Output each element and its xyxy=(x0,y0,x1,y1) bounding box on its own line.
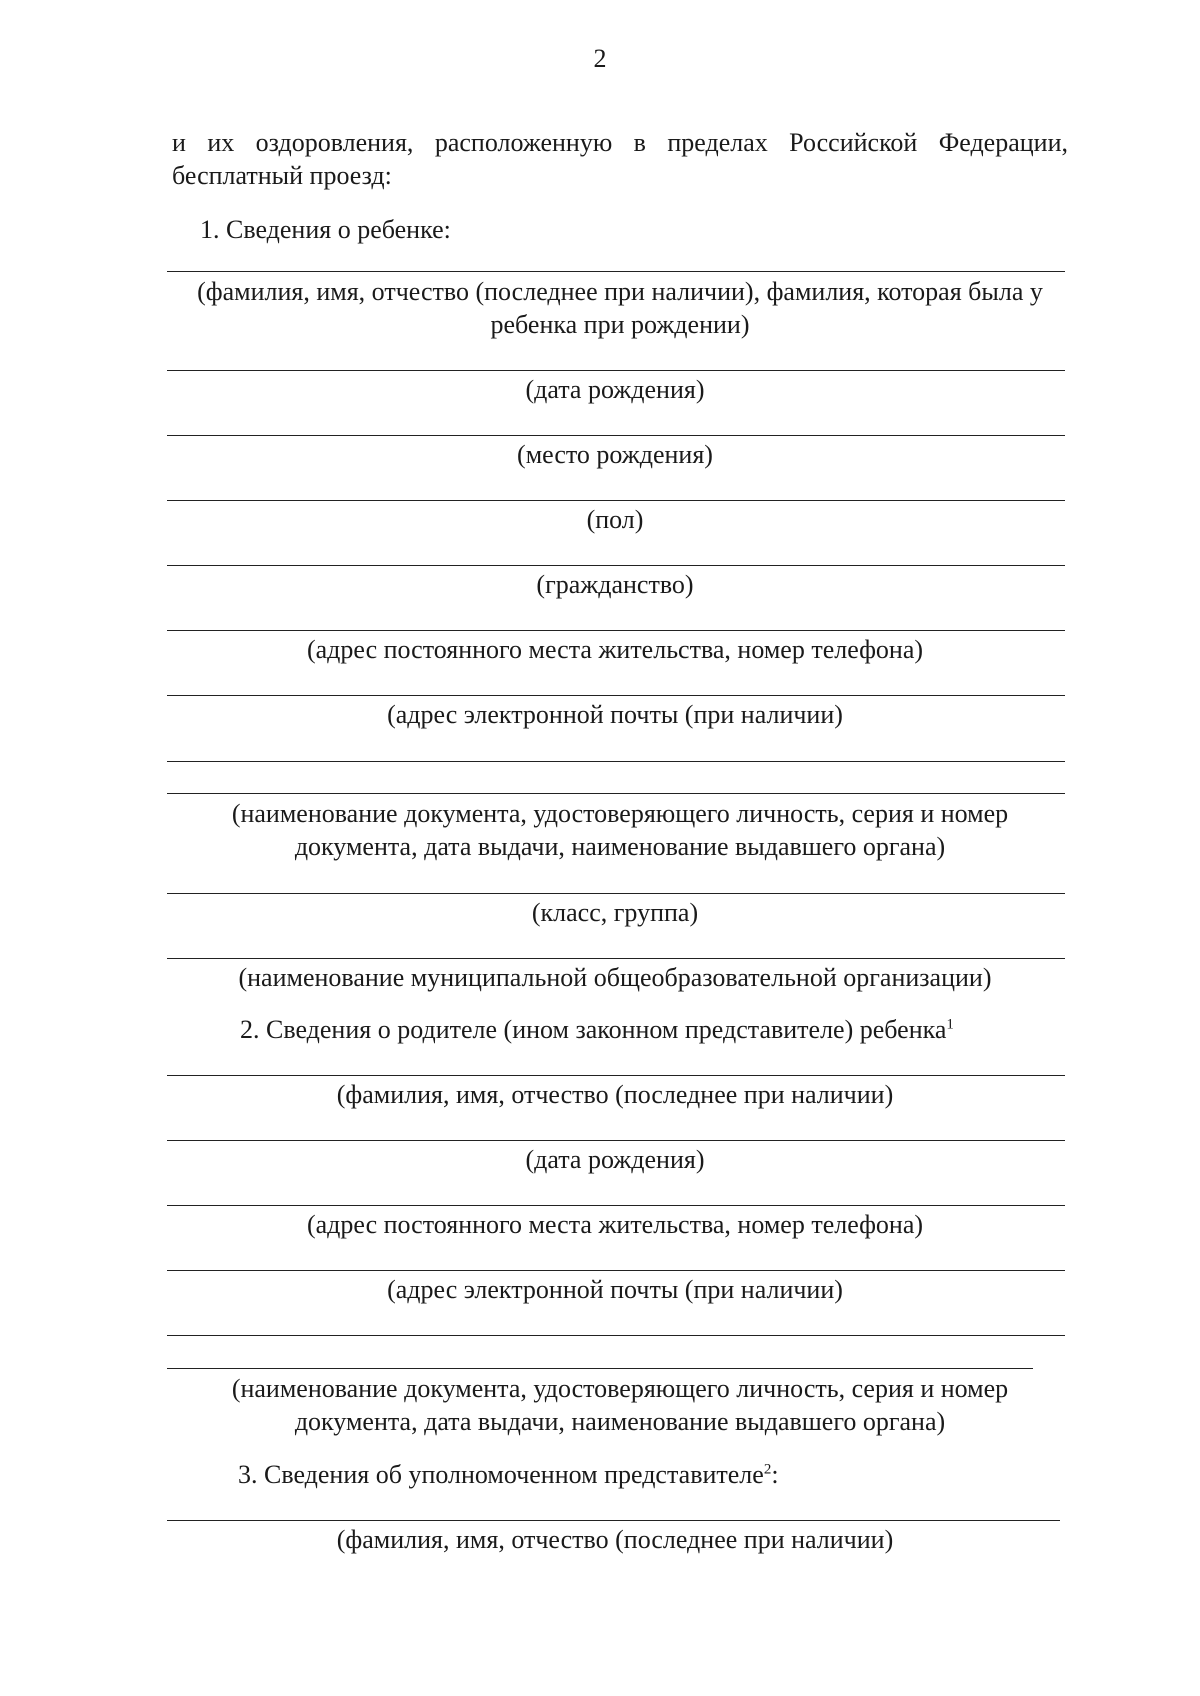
child-birthdate-line[interactable] xyxy=(167,370,1065,371)
child-address-line[interactable] xyxy=(167,630,1065,631)
child-email-caption: (адрес электронной почты (при наличии) xyxy=(387,700,843,729)
child-birthplace-line[interactable] xyxy=(167,435,1065,436)
parent-email-caption: (адрес электронной почты (при наличии) xyxy=(387,1275,843,1304)
parent-address-caption: (адрес постоянного места жительства, номер телефона) xyxy=(306,1210,924,1239)
section-3-heading xyxy=(238,1458,779,1491)
representative-fullname-caption: (фамилия, имя, отчество (последнее при наличии) xyxy=(336,1525,894,1554)
child-email-line[interactable] xyxy=(167,695,1065,696)
section-2-heading xyxy=(240,1013,954,1046)
representative-fullname-line[interactable] xyxy=(167,1520,1060,1521)
child-document-line-1[interactable] xyxy=(167,761,1065,762)
child-school-line[interactable] xyxy=(167,958,1065,959)
section-3-heading-text: 3. Сведения об уполномоченном представителе xyxy=(238,1460,764,1489)
child-document-line-2[interactable] xyxy=(167,793,1065,794)
child-fullname-line[interactable] xyxy=(167,271,1065,272)
parent-document-caption: (наименование документа, удостоверяющего личность, серия и номер документа, дата выдачи, наименование выдавшего органа) xyxy=(231,1374,1009,1436)
child-citizenship-line[interactable] xyxy=(167,565,1065,566)
parent-document-line-2[interactable] xyxy=(167,1368,1033,1369)
child-class-line[interactable] xyxy=(167,893,1065,894)
parent-email-line[interactable] xyxy=(167,1270,1065,1271)
child-birthplace-caption: (место рождения) xyxy=(517,440,713,469)
parent-document-line-1[interactable] xyxy=(167,1335,1065,1336)
intro-text-line-2: бесплатный проезд: xyxy=(172,161,392,190)
intro-text-line-1: и их оздоровления, расположенную в пределах Российской Федерации, xyxy=(172,128,1068,157)
parent-birthdate-line[interactable] xyxy=(167,1140,1065,1141)
child-school-caption: (наименование муниципальной общеобразовательной организации) xyxy=(238,963,992,992)
parent-fullname-caption: (фамилия, имя, отчество (последнее при наличии) xyxy=(336,1080,894,1109)
section-1-heading: 1. Сведения о ребенке: xyxy=(200,215,451,244)
parent-address-line[interactable] xyxy=(167,1205,1065,1206)
child-birthdate-caption: (дата рождения) xyxy=(525,375,705,404)
section-3-heading-suffix: : xyxy=(771,1460,779,1489)
parent-birthdate-caption: (дата рождения) xyxy=(525,1145,705,1174)
footnote-mark-2: 2 xyxy=(763,1461,772,1478)
child-sex-caption: (пол) xyxy=(586,505,644,534)
child-citizenship-caption: (гражданство) xyxy=(536,570,694,599)
child-address-caption: (адрес постоянного места жительства, номер телефона) xyxy=(306,635,924,664)
child-class-caption: (класс, группа) xyxy=(531,898,699,927)
page-number: 2 xyxy=(593,44,607,73)
child-fullname-caption: (фамилия, имя, отчество (последнее при наличии), фамилия, которая была у ребенка при рождении) xyxy=(197,277,1043,339)
child-document-caption: (наименование документа, удостоверяющего личность, серия и номер документа, дата выдачи, наименование выдавшего органа) xyxy=(231,799,1009,861)
footnote-mark-1: 1 xyxy=(946,1016,954,1033)
section-2-heading-text: 2. Сведения о родителе (ином законном представителе) ребенка xyxy=(240,1015,947,1044)
parent-fullname-line[interactable] xyxy=(167,1075,1065,1076)
child-sex-line[interactable] xyxy=(167,500,1065,501)
